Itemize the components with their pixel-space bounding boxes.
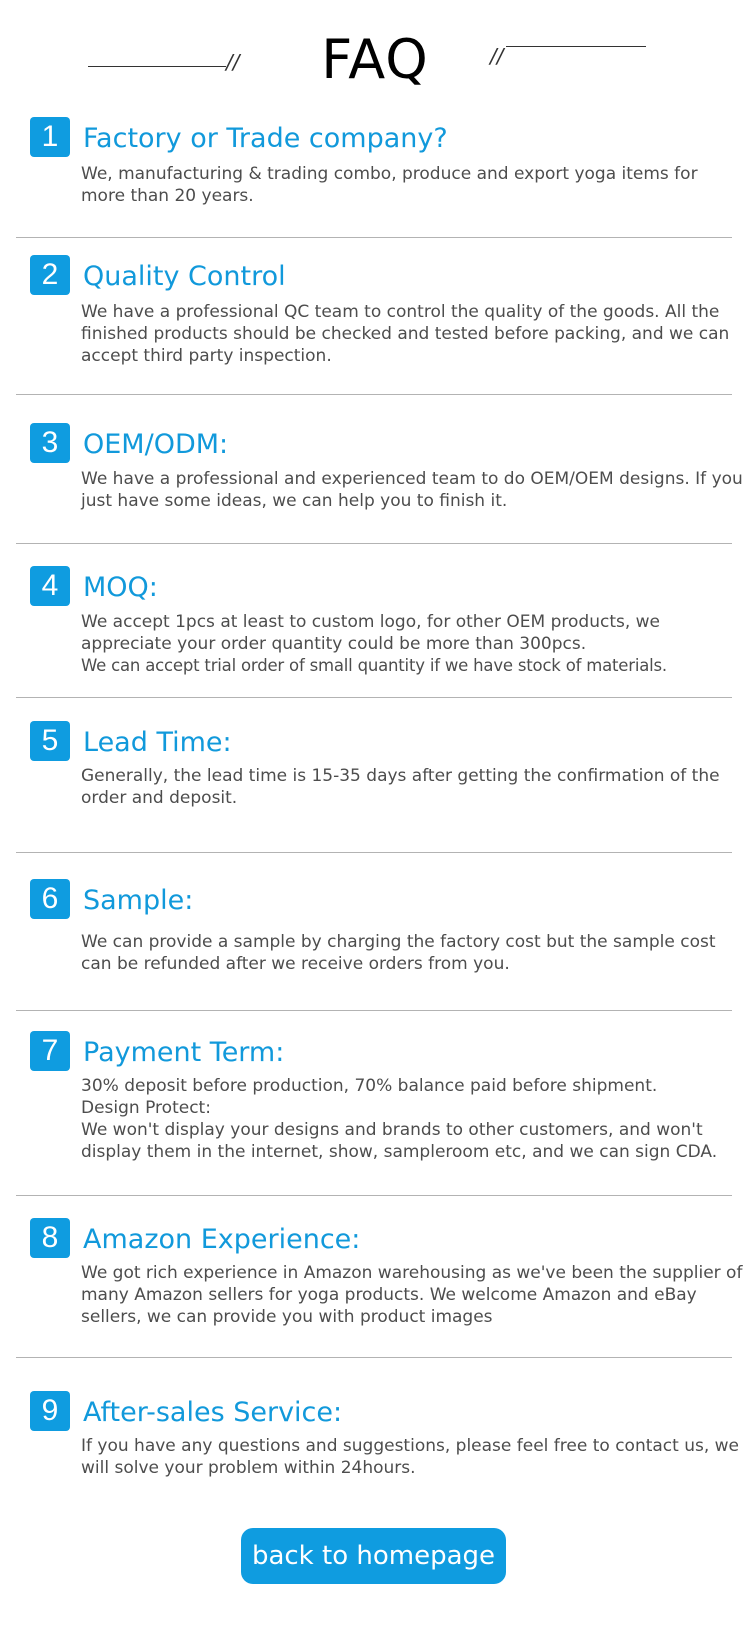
divider [16, 543, 732, 544]
divider [16, 1010, 732, 1011]
right-decoration-slash: // [490, 44, 504, 68]
section-body [81, 765, 746, 809]
section-body-text: We have a professional and experienced team to do OEM/OEM designs. If you just have some ideas, we can help you to finish it. [81, 469, 743, 511]
section-body-text: We accept 1pcs at least to custom logo, for other OEM products, we appreciate your order quantity could be more than 300pcs. [81, 612, 661, 654]
section-body-text: Generally, the lead time is 15-35 days after getting the confirmation of the order and deposit. [81, 766, 720, 808]
section-body-text: We got rich experience in Amazon warehousing as we've been the supplier of many Amazon sellers for yoga products. We welcome Amazon and eBay sellers, we can provide you with product images [81, 1263, 743, 1327]
left-decoration-slash: // [226, 50, 240, 74]
number-badge: 1 [30, 117, 70, 157]
right-decoration [490, 40, 650, 68]
section-title: OEM/ODM: [83, 429, 229, 460]
section-title: Lead Time: [83, 727, 232, 758]
section-body [81, 611, 749, 677]
section-body-text: We have a professional QC team to control the quality of the goods. All the finished products should be checked and tested before packing, and we can accept third party inspection. [81, 302, 730, 366]
section-body [81, 1075, 746, 1163]
number-badge: 2 [30, 255, 70, 295]
divider [16, 1357, 732, 1358]
number-badge: 6 [30, 879, 70, 919]
divider [16, 237, 732, 238]
divider [16, 1195, 732, 1196]
section-body [81, 1435, 746, 1479]
section-title: Quality Control [83, 261, 286, 292]
section-body-text: Design Protect: [81, 1098, 211, 1118]
right-decoration-line [506, 46, 646, 47]
section-body [81, 301, 746, 367]
faq-header [0, 0, 750, 100]
number-badge: 9 [30, 1391, 70, 1431]
section-title: Sample: [83, 885, 194, 916]
page-title: FAQ [321, 28, 429, 91]
section-body [81, 163, 746, 207]
section-body-text: We can accept trial order of small quantity if we have stock of materials. [81, 656, 667, 675]
section-title: Factory or Trade company? [83, 123, 448, 154]
number-badge: 5 [30, 721, 70, 761]
section-title: MOQ: [83, 572, 158, 603]
section-body [81, 1262, 746, 1328]
back-to-homepage-button[interactable]: back to homepage [241, 1528, 506, 1584]
number-badge: 4 [30, 566, 70, 606]
section-body [81, 931, 746, 975]
section-body-text: If you have any questions and suggestions, please feel free to contact us, we will solve your problem within 24hours. [81, 1436, 740, 1478]
number-badge: 8 [30, 1218, 70, 1258]
section-body-text: We can provide a sample by charging the factory cost but the sample cost can be refunded after we receive orders from you. [81, 932, 716, 974]
divider [16, 852, 732, 853]
section-body [81, 468, 746, 512]
section-title: Amazon Experience: [83, 1224, 361, 1255]
section-body-text: We, manufacturing & trading combo, produce and export yoga items for more than 20 years. [81, 164, 698, 206]
number-badge: 7 [30, 1031, 70, 1071]
section-title: Payment Term: [83, 1037, 285, 1068]
divider [16, 394, 732, 395]
divider [16, 697, 732, 698]
number-badge: 3 [30, 423, 70, 463]
section-body-text: 30% deposit before production, 70% balance paid before shipment. [81, 1076, 658, 1096]
section-title: After-sales Service: [83, 1397, 343, 1428]
section-body-text: We won't display your designs and brands to other customers, and won't display them in the internet, show, sampleroom etc, and we can sign CDA. [81, 1120, 718, 1162]
